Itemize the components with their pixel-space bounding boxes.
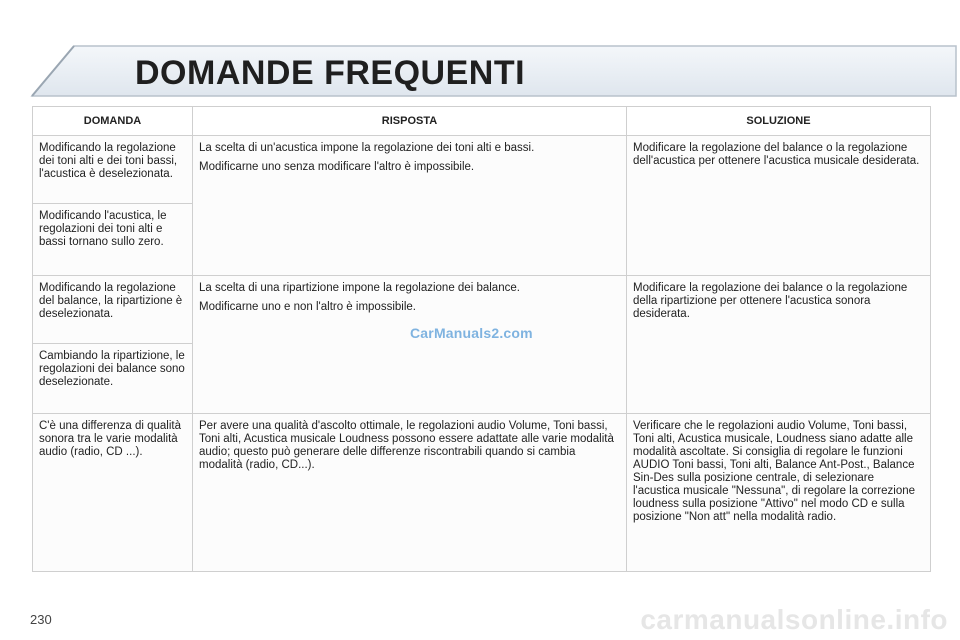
question-cell: Modificando la regolazione del balance, la ripartizione è deselezionata. (33, 276, 193, 344)
column-header-soluzione: SOLUZIONE (627, 107, 931, 136)
solution-cell: Modificare la regolazione dei balance o la regolazione della ripartizione per ottenere l'acustica sonora desiderata. (627, 276, 931, 414)
answer-line: Per avere una qualità d'ascolto ottimale, le regolazioni audio Volume, Toni bassi, Toni alti, Acustica musicale Loudness possono essere adattate alle varie modalità audio; questo può generare delle differenze riscontrabili quando si cambia modalità (radio, CD...). (199, 420, 614, 471)
solution-cell: Verificare che le regolazioni audio Volume, Toni bassi, Toni alti, Acustica musicale, Loudness siano adatte alle modalità ascoltate. Si consiglia di regolare le funzioni AUDIO Toni bassi, Toni alti, Balance Ant-Post., Balance Sin-Des sulla posizione centrale, di selezionare l'acustica musicale "Nessuna", di regolare la correzione loudness sulla posizione "Attivo" nel modo CD e sulla posizione "Non att" nella modalità radio. (627, 414, 931, 572)
page-title: DOMANDE FREQUENTI (135, 54, 526, 92)
solution-cell: Modificare la regolazione del balance o la regolazione dell'acustica per ottenere l'acustica musicale desiderata. (627, 136, 931, 276)
answer-line: La scelta di un'acustica impone la regolazione dei toni alti e bassi. (199, 142, 535, 154)
column-header-risposta: RISPOSTA (193, 107, 627, 136)
page-number: 230 (30, 612, 52, 627)
answer-cell (193, 276, 627, 414)
answer-cell (193, 414, 627, 572)
answer-line: La scelta di una ripartizione impone la regolazione dei balance. (199, 282, 520, 294)
footer-watermark: carmanualsonline.info (640, 604, 948, 635)
answer-cell (193, 136, 627, 276)
table-row (33, 136, 931, 204)
column-header-domanda: DOMANDA (33, 107, 193, 136)
answer-line: Modificarne uno senza modificare l'altro è impossibile. (199, 161, 475, 173)
question-cell: Modificando la regolazione dei toni alti e dei toni bassi, l'acustica è deselezionata. (33, 136, 193, 204)
site-watermark: CarManuals2.com (410, 325, 533, 341)
question-cell: Cambiando la ripartizione, le regolazioni dei balance sono deselezionate. (33, 344, 193, 414)
table-row (33, 414, 931, 572)
table-header-row (33, 107, 931, 136)
answer-line: Modificarne uno e non l'altro è impossibile. (199, 301, 416, 313)
question-cell: Modificando l'acustica, le regolazioni dei toni alti e bassi tornano sullo zero. (33, 204, 193, 276)
question-cell: C'è una differenza di qualità sonora tra le varie modalità audio (radio, CD ...). (33, 414, 193, 572)
